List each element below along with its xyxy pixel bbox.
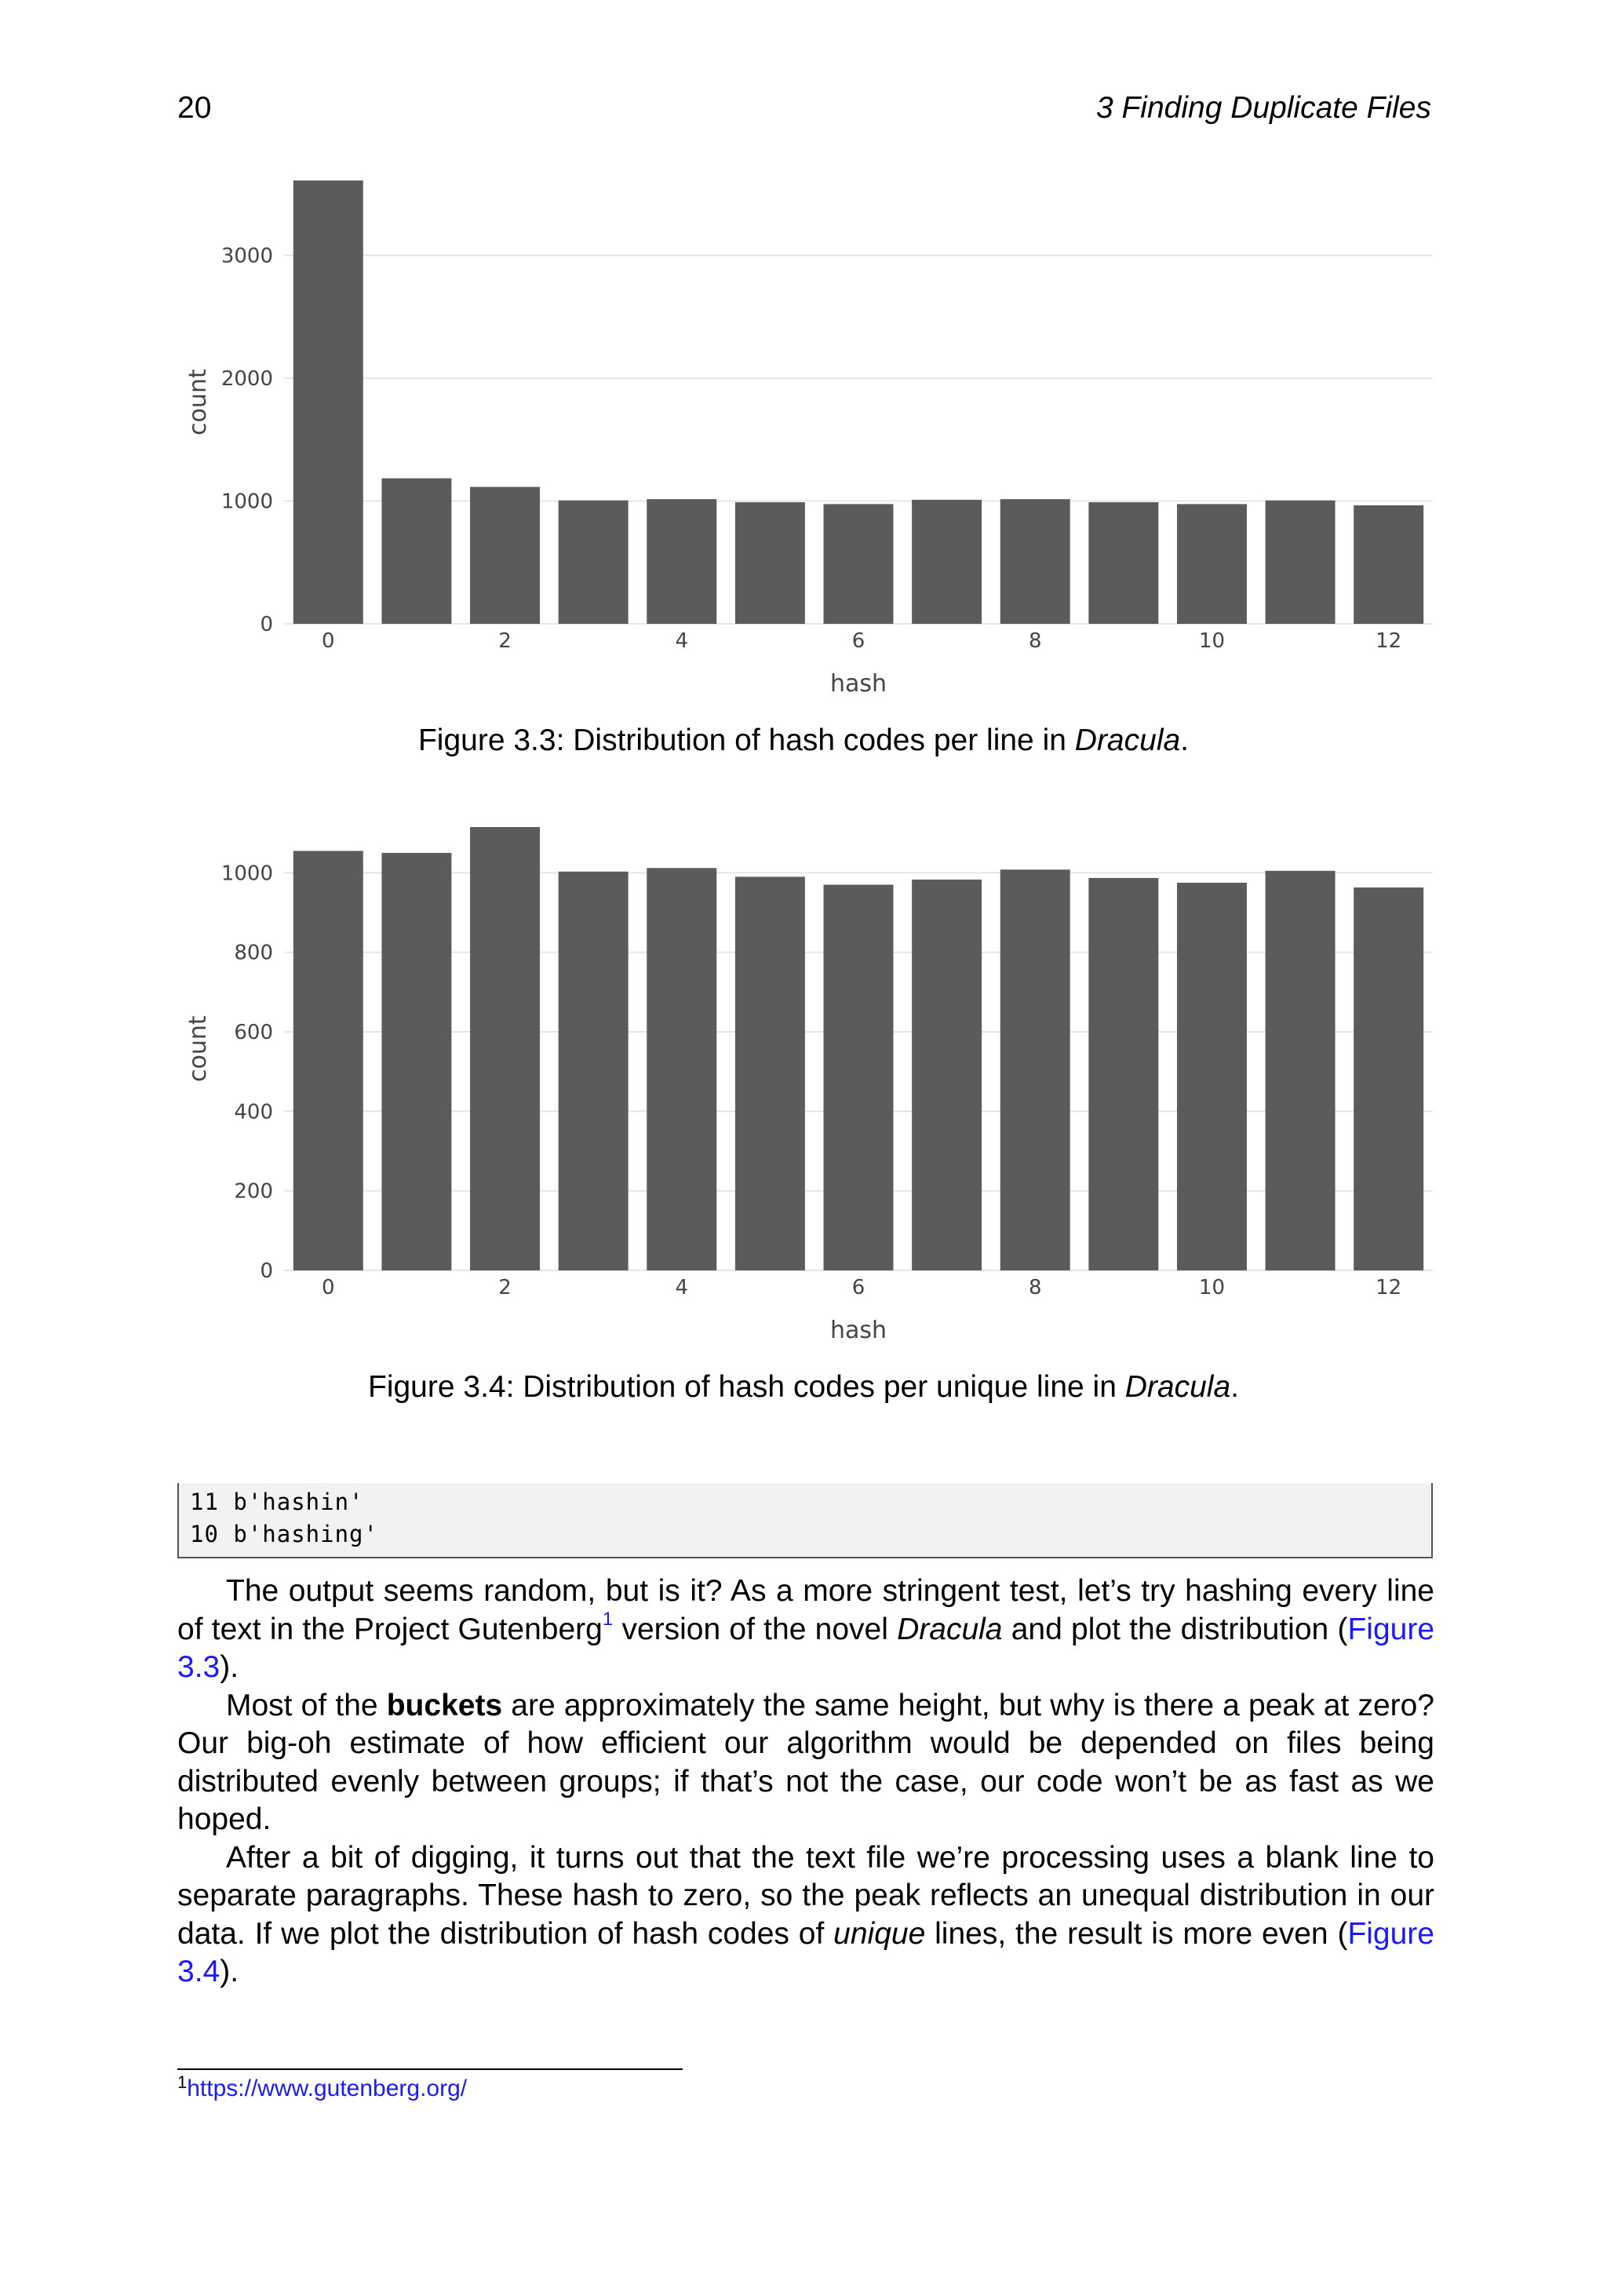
y-tick-label: 2000 — [220, 366, 273, 391]
footnote-link[interactable]: https://www.gutenberg.org/ — [187, 2076, 468, 2101]
caption-end: . — [1180, 723, 1190, 757]
paragraph-1 — [177, 1573, 1434, 1687]
p3-text-b: lines, the result is more even ( — [925, 1916, 1348, 1951]
bar — [1354, 887, 1423, 1270]
bar — [1266, 871, 1336, 1270]
y-tick-label: 200 — [234, 1179, 273, 1204]
y-tick-label: 3000 — [220, 244, 273, 268]
bar — [559, 872, 629, 1270]
x-tick-label: 0 — [322, 1276, 335, 1299]
x-tick-label: 10 — [1198, 629, 1226, 653]
y-tick-label: 0 — [260, 1259, 273, 1283]
y-axis-label: count — [184, 1015, 212, 1082]
bar — [824, 884, 894, 1270]
p1-text-a: The output seems random, but is it? As a more stringent test, let’s try hashing every line of text in the Project Gutenberg — [177, 1574, 1434, 1646]
paragraph-2 — [177, 1687, 1434, 1839]
x-tick-label: 6 — [851, 1276, 865, 1299]
x-tick-label: 4 — [675, 1276, 689, 1299]
x-tick-label: 8 — [1028, 1276, 1042, 1299]
y-tick-label: 400 — [234, 1100, 273, 1124]
p3-text-a: After a bit of digging, it turns out that the text file we’re processing uses a blank line to separate paragraphs. These hash to zero, so the peak reflects an unequal distribution in our data. If we plot the distribution of hash codes of — [177, 1840, 1434, 1951]
page-number: 20 — [177, 91, 212, 125]
bar — [470, 827, 540, 1270]
x-tick-label: 8 — [1028, 629, 1042, 653]
footnote-divider — [177, 2068, 683, 2070]
figure-3-4-link[interactable]: Figure 3.4 — [177, 1916, 1434, 1988]
x-tick-label: 10 — [1198, 1276, 1226, 1299]
caption-end: . — [1230, 1370, 1239, 1404]
bar — [1000, 869, 1070, 1270]
footnote — [177, 2072, 468, 2102]
p1-text-b: version of the novel — [613, 1612, 898, 1646]
code-line: 10 b'hashing' — [190, 1521, 378, 1547]
body-text — [177, 1573, 1434, 1992]
x-tick-label: 12 — [1376, 629, 1402, 653]
footnote-number: 1 — [177, 2072, 188, 2092]
x-tick-label: 12 — [1376, 1276, 1402, 1299]
p1-italic: Dracula — [897, 1612, 1003, 1646]
p2-text-b: are approximately the same height, but why is there a peak at zero? Our big-oh estimate of how efficient our algorithm would be depended on files being distributed evenly between groups; if that’s not the case, our code won’t be as fast as we hoped. — [177, 1688, 1434, 1836]
p2-text-a: Most of the — [226, 1688, 387, 1722]
y-tick-label: 600 — [234, 1020, 273, 1044]
figure-3-4-caption — [0, 1370, 1607, 1405]
code-line: 11 b'hashin' — [190, 1489, 364, 1515]
y-tick-label: 0 — [260, 613, 273, 636]
bar — [1177, 883, 1247, 1270]
bar — [912, 880, 982, 1270]
x-axis-label: hash — [829, 670, 887, 698]
bar — [293, 851, 363, 1270]
x-tick-label: 4 — [675, 629, 689, 653]
footnote-marker[interactable]: 1 — [602, 1608, 614, 1630]
code-listing — [177, 1483, 1433, 1558]
x-tick-label: 2 — [498, 1276, 512, 1299]
y-tick-label: 1000 — [220, 490, 273, 514]
paragraph-3 — [177, 1839, 1434, 1992]
y-tick-label: 800 — [234, 941, 273, 965]
caption-italic: Dracula — [1074, 723, 1181, 757]
y-axis-label: count — [184, 369, 212, 436]
p1-text-c: and plot the distribution ( — [1002, 1612, 1348, 1646]
x-axis-label: hash — [829, 1317, 887, 1344]
x-tick-label: 0 — [322, 629, 335, 653]
caption-text: Figure 3.3: Distribution of hash codes per line in — [417, 723, 1075, 757]
figure-3-3-link[interactable]: Figure 3.3 — [177, 1612, 1435, 1684]
bar — [647, 868, 716, 1270]
p2-bold: buckets — [386, 1688, 503, 1722]
x-tick-label: 2 — [498, 629, 512, 653]
caption-text: Figure 3.4: Distribution of hash codes per unique line in — [368, 1370, 1125, 1404]
bar — [735, 876, 805, 1270]
x-tick-label: 6 — [851, 629, 865, 653]
p1-text-d: ). — [220, 1650, 239, 1684]
bar — [1088, 878, 1158, 1270]
y-tick-label: 1000 — [220, 862, 273, 886]
bar — [381, 853, 451, 1270]
p3-text-c: ). — [220, 1955, 239, 1988]
caption-italic: Dracula — [1124, 1370, 1231, 1404]
p3-italic: unique — [833, 1916, 926, 1951]
chapter-title: 3 Finding Duplicate Files — [1095, 91, 1431, 125]
